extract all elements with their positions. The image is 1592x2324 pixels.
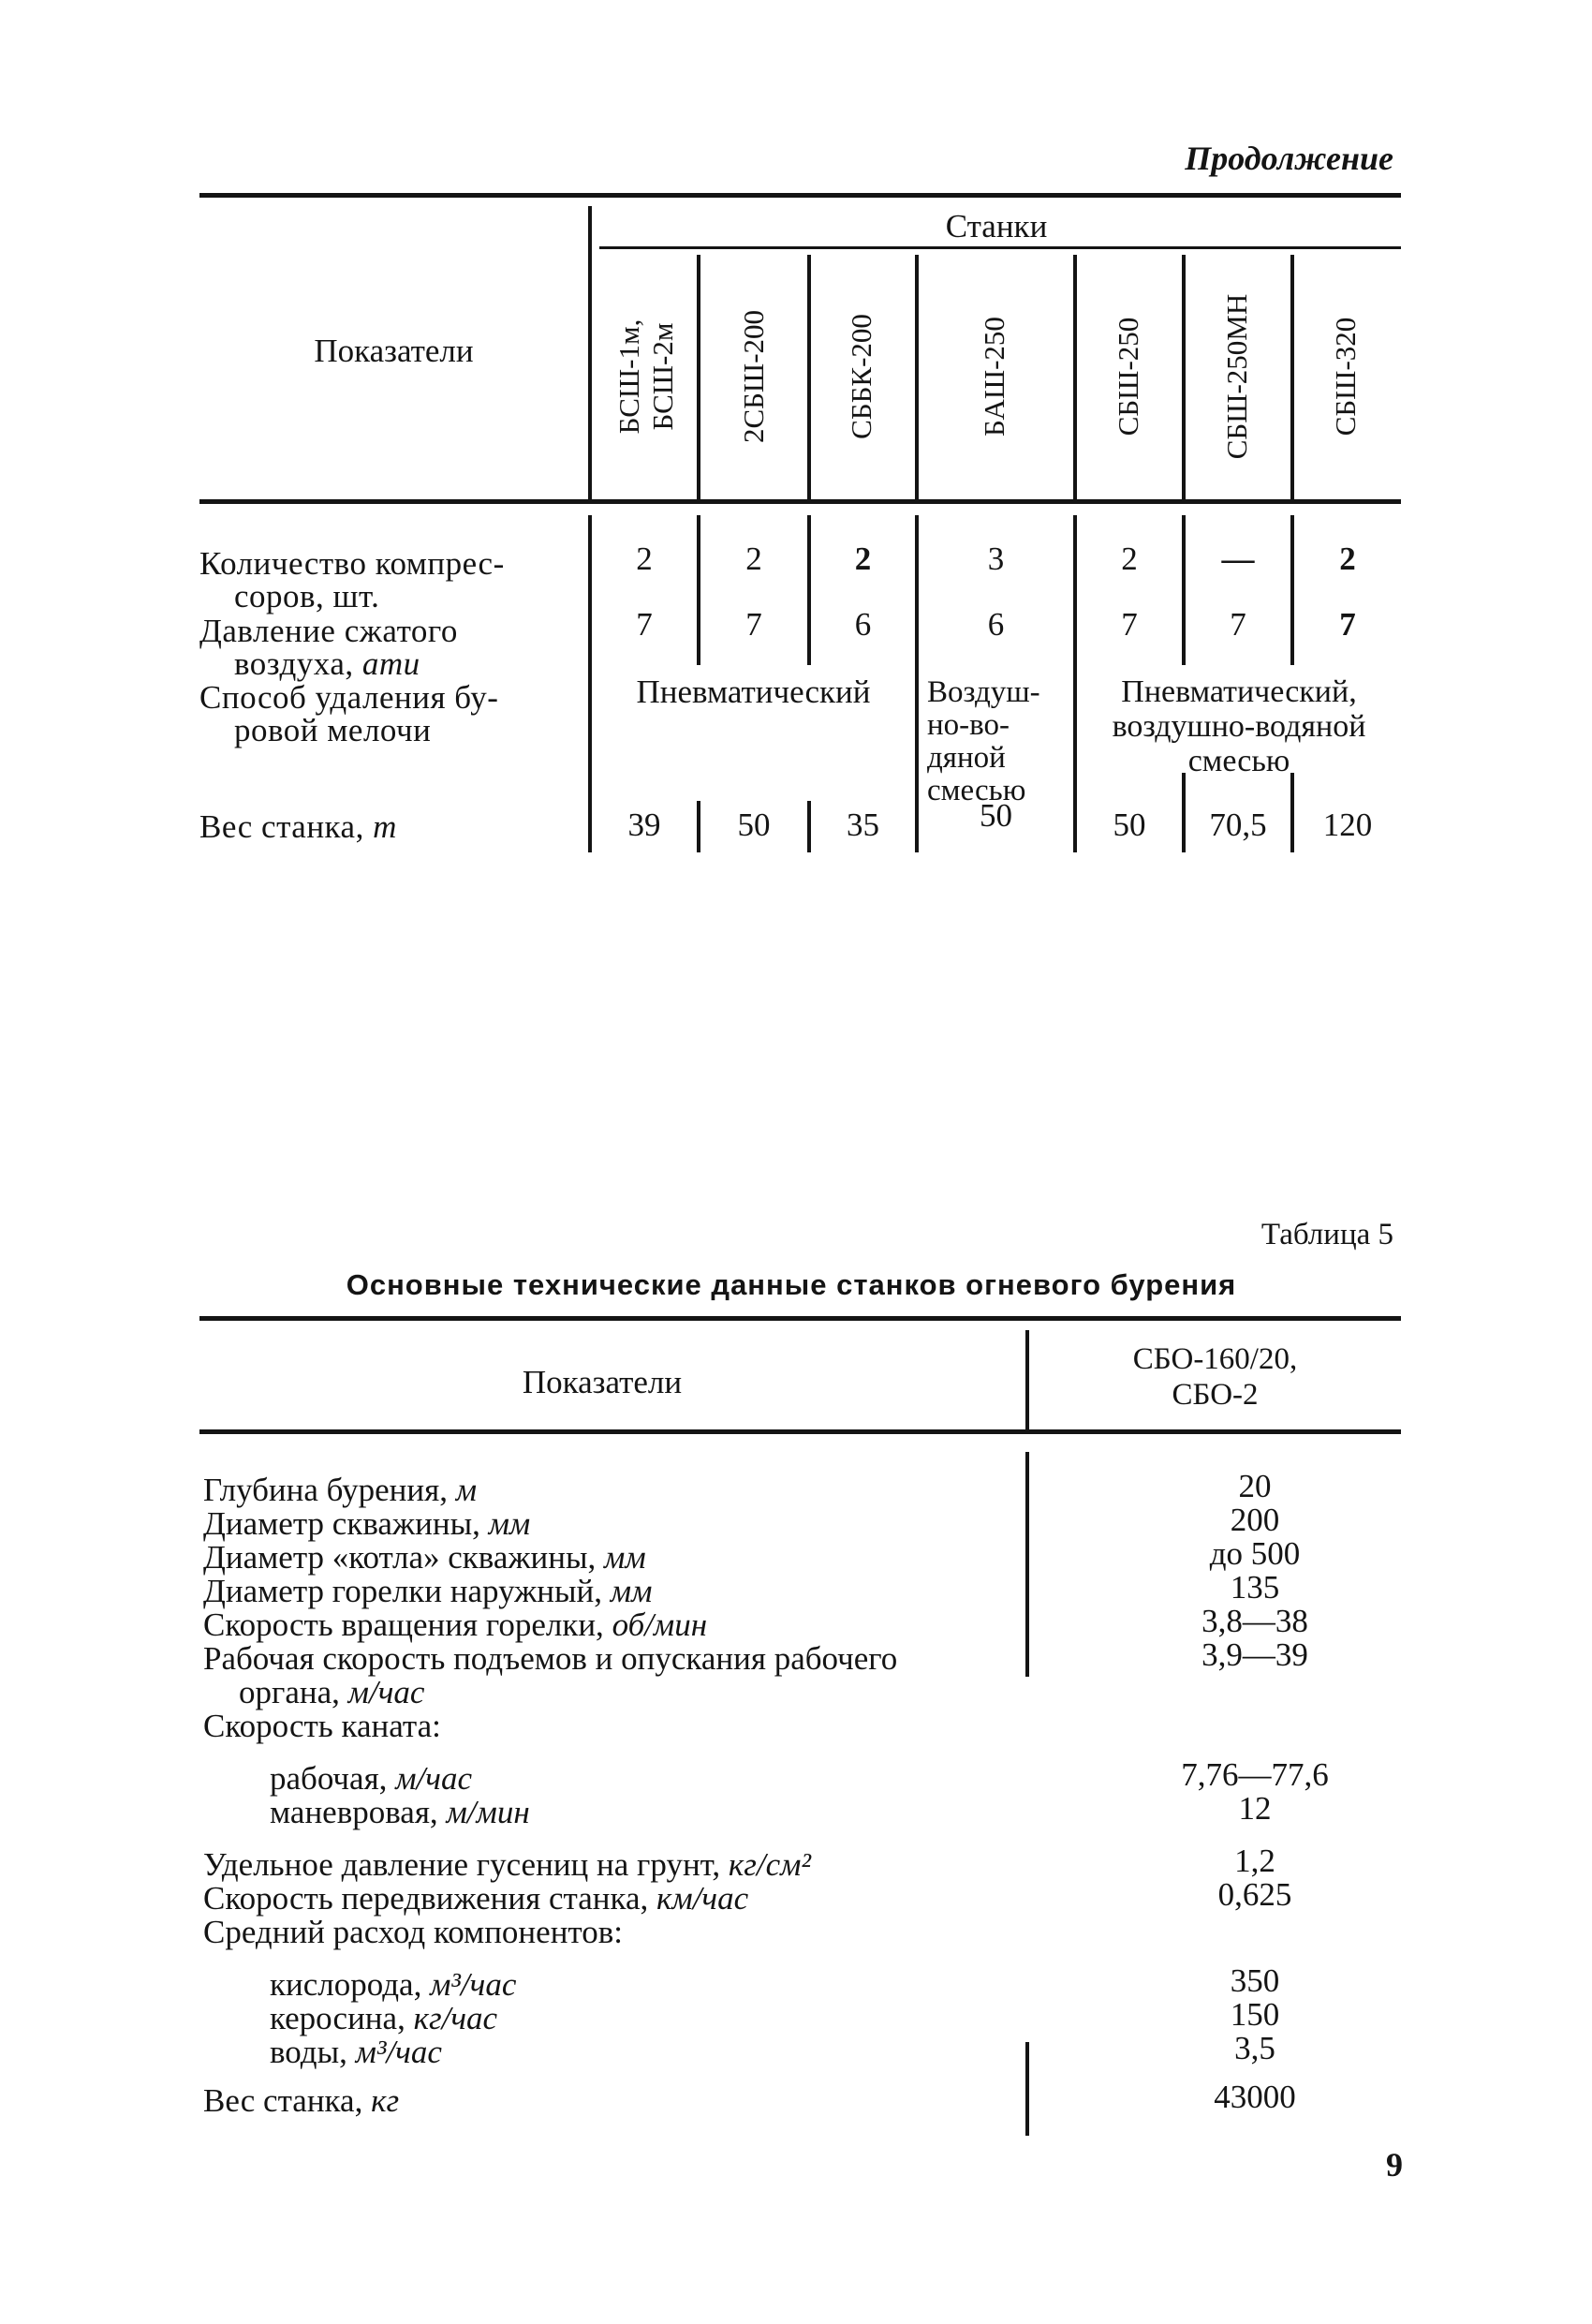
col-divider <box>1182 255 1186 499</box>
col-divider <box>1290 255 1294 499</box>
col-header-sbsh250mn: СБШ-250МН <box>1220 293 1253 460</box>
table-cell: 7 <box>745 606 762 643</box>
table5-body-divider <box>1025 1452 1029 1677</box>
table-cell: 120 <box>1322 807 1373 843</box>
table-cell: 20 <box>1238 1468 1272 1504</box>
table-cell: Воздуш- но-во- дяной смесью <box>927 675 1040 807</box>
table-cell: 350 <box>1230 1962 1280 1999</box>
table-cell: 3,8—38 <box>1201 1603 1308 1639</box>
table-cell: 3,5 <box>1234 2030 1275 2066</box>
table-cell: 6 <box>854 606 872 643</box>
table-row: Вес станка, кг <box>203 2082 400 2119</box>
col-header-bash250: БАШ-250 <box>978 317 1010 437</box>
table-cell: до 500 <box>1209 1535 1301 1572</box>
row-label: Давление сжатого <box>199 613 458 649</box>
table-row: керосина, кг/час <box>270 2000 498 2036</box>
table-cell: 7,76—77,6 <box>1181 1756 1329 1793</box>
table-row: воды, м³/час <box>270 2034 442 2070</box>
table-cell: 1,2 <box>1234 1843 1275 1879</box>
table-row: Удельное давление гусениц на грунт, кг/см² <box>203 1846 811 1883</box>
col-divider <box>1073 255 1077 499</box>
table-title: Основные технические данные станков огневого бурения <box>346 1268 1237 1301</box>
table-cell: 43000 <box>1214 2079 1296 2115</box>
table-cell: 7 <box>1230 606 1246 643</box>
col-divider <box>915 255 919 499</box>
table-row: маневровая, м/мин <box>270 1794 530 1830</box>
header-divider <box>588 206 592 499</box>
table-cell: 50 <box>737 807 771 843</box>
table-row: Скорость передвижения станка, км/час <box>203 1880 749 1917</box>
table5-header-rule <box>199 1429 1401 1434</box>
page-number: 9 <box>1386 2146 1403 2183</box>
col-divider <box>697 255 700 499</box>
table5-top-rule <box>199 1316 1401 1321</box>
table-cell: 3 <box>987 540 1005 577</box>
table-cell: 2 <box>1339 540 1356 577</box>
row-label: Вес станка, т <box>199 808 397 845</box>
table-cell: 2 <box>854 540 872 577</box>
table5-header-model: СБО-160/20, СБО-2 <box>1132 1342 1298 1412</box>
table-top-rule <box>199 193 1401 198</box>
table-row: Рабочая скорость подъемов и опускания рабочего <box>203 1640 898 1677</box>
table5-header-indicators: Показатели <box>522 1364 683 1400</box>
continuation-label: Продолжение <box>1185 140 1393 177</box>
table-cell: 50 <box>1113 807 1146 843</box>
col-header-sbbk200: СББК-200 <box>845 314 877 439</box>
table-number: Таблица 5 <box>1260 1218 1393 1251</box>
body-divider <box>1182 515 1186 665</box>
table-row: рабочая, м/час <box>270 1760 472 1797</box>
row-label: Способ удаления бу- <box>199 679 499 716</box>
table-cell: 7 <box>1339 606 1356 643</box>
col-divider <box>807 255 811 499</box>
row-label: ровой мелочи <box>234 712 432 748</box>
table-cell: 135 <box>1230 1569 1280 1606</box>
table-cell: Пневматический, воздушно-водяной смесью <box>1112 674 1366 778</box>
col-header-sbsh320: СБШ-320 <box>1329 317 1362 437</box>
table-cell: 0,625 <box>1217 1876 1292 1913</box>
table-cell: 2 <box>1121 540 1138 577</box>
table-row: органа, м/час <box>239 1674 425 1710</box>
table-row: Глубина бурения, м <box>203 1472 478 1508</box>
table-row: Средний расход компонентов: <box>203 1914 624 1950</box>
table-cell: 12 <box>1238 1790 1272 1827</box>
body-divider <box>807 515 811 665</box>
table-cell: 50 <box>980 797 1012 834</box>
table-cell: 2 <box>745 540 762 577</box>
header-machines: Станки <box>945 208 1048 244</box>
table-cell: 3,9—39 <box>1201 1636 1308 1673</box>
table-cell: 150 <box>1230 1996 1280 2033</box>
table-cell: 39 <box>627 807 661 843</box>
table-cell: 70,5 <box>1209 807 1267 843</box>
table-cell: 2 <box>636 540 653 577</box>
table-row: Диаметр «котла» скважины, мм <box>203 1539 646 1576</box>
col-header-bsh1m: БСШ-1м, БСШ-2м <box>612 318 679 435</box>
header-indicators: Показатели <box>314 333 474 369</box>
body-divider <box>697 515 700 665</box>
table-cell: 7 <box>1121 606 1138 643</box>
col-header-sbsh250: СБШ-250 <box>1112 317 1144 437</box>
table-row: Скорость вращения горелки, об/мин <box>203 1606 708 1643</box>
table5-body-divider <box>1025 2042 1029 2136</box>
table-cell: Пневматический <box>636 674 871 710</box>
table-cell: — <box>1221 540 1255 577</box>
table-cell: 6 <box>987 606 1005 643</box>
row-label: воздуха, ати <box>234 645 420 682</box>
table-cell: 7 <box>636 606 653 643</box>
table-cell: 35 <box>847 807 879 843</box>
table-row: Скорость каната: <box>203 1708 441 1744</box>
row-label: Количество компрес- <box>199 545 505 582</box>
col-header-2sbsh200: 2СБШ-200 <box>737 309 770 444</box>
body-divider <box>1290 515 1294 665</box>
table-row: Диаметр скважины, мм <box>203 1505 531 1542</box>
table-row: кислорода, м³/час <box>270 1966 517 2003</box>
table-row: Диаметр горелки наружный, мм <box>203 1573 653 1609</box>
table-cell: 200 <box>1230 1502 1280 1538</box>
row-label: соров, шт. <box>234 578 380 614</box>
